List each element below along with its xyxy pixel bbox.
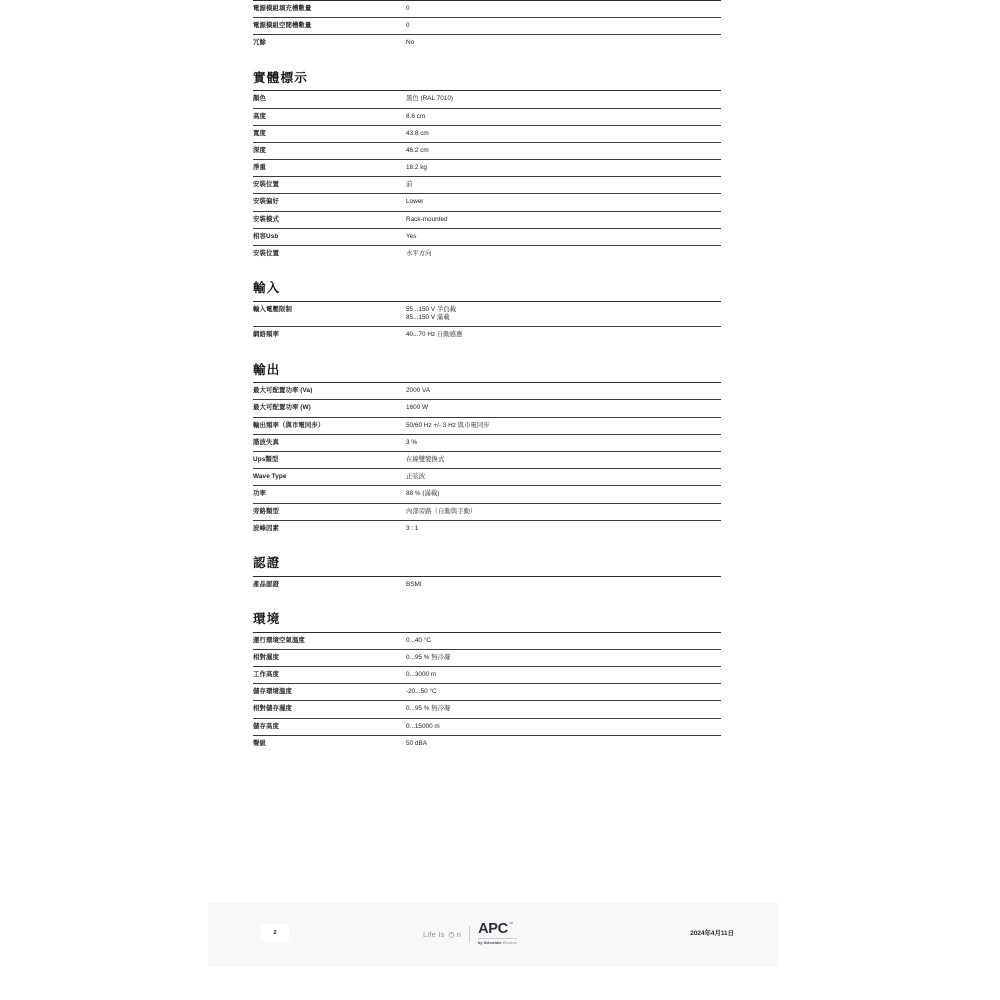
spec-row-value: [403, 177, 721, 194]
spec-value-line: 3 : 1: [406, 524, 419, 532]
apc-wordmark: [478, 922, 513, 937]
spec-row: [253, 228, 721, 245]
spec-value-line: 1600 W: [406, 404, 429, 412]
spec-row-value: [403, 246, 721, 263]
spec-row-label: 冗餘: [253, 39, 266, 47]
spec-row: [253, 735, 721, 752]
spec-row-value: [403, 718, 721, 735]
spec-row-label: 安裝位置: [253, 250, 279, 257]
spec-row: [253, 469, 721, 486]
spec-row-label: 輸入電壓限制: [253, 305, 292, 313]
spec-row-label: 最大可配置功率 (W): [253, 404, 311, 412]
spec-row-value: [403, 228, 721, 245]
spec-row-value: [403, 400, 721, 417]
spec-row-label: 淨重: [253, 164, 266, 172]
spec-value-line: 88 % (滿載): [406, 490, 440, 498]
spec-row: [253, 194, 721, 211]
spec-row-label: Ups類型: [253, 456, 279, 463]
spec-row-label: Wave Type: [253, 473, 287, 481]
page-footer: [208, 903, 778, 967]
spec-row: [253, 35, 721, 52]
spec-row: [253, 246, 721, 263]
section-title: 環境: [253, 611, 281, 626]
spec-row-value: [403, 469, 721, 486]
spec-value-line: Yes: [406, 232, 417, 240]
section-title: 輸入: [253, 281, 281, 296]
spec-row-label: 顏色: [253, 95, 266, 103]
spec-table-continued: [253, 0, 721, 52]
spec-row-label: 儲存環境溫度: [253, 688, 292, 696]
spec-table-body: [253, 91, 721, 262]
footer-date: 2024年4月11日: [690, 930, 734, 937]
spec-value-line: 0...95 % 無冷凝: [406, 705, 451, 713]
spec-row-value: [403, 576, 721, 593]
spec-value-line: 50/60 Hz +/- 3 Hz 與市電同步: [406, 421, 490, 429]
spec-table-body: [253, 632, 721, 752]
spec-value-line: Rack-mounted: [406, 215, 448, 223]
spec-row-value: [403, 503, 721, 520]
page-number-box: [261, 924, 289, 942]
spec-row: [253, 383, 721, 400]
spec-row-value: [403, 632, 721, 649]
spec-row-value: [403, 35, 721, 52]
spec-table-body: [253, 576, 721, 593]
spec-row: [253, 125, 721, 142]
spec-row-label: 電源模組空閒槽數量: [253, 22, 312, 30]
life-is-on-tagline: [423, 930, 461, 939]
spec-row-value: [403, 1, 721, 18]
spec-value-line: 在線雙變換式: [406, 456, 445, 463]
spec-row-value: [403, 452, 721, 469]
spec-section-output: [253, 364, 721, 537]
spec-value-line: 0: [406, 22, 410, 30]
spec-row: [253, 486, 721, 503]
spec-row-label: 產品認證: [253, 580, 279, 588]
spec-value-line: No: [406, 39, 415, 47]
spec-row: [253, 108, 721, 125]
spec-row-label: 網絡頻率: [253, 331, 279, 339]
section-title: 輸出: [253, 362, 281, 377]
section-title: 認證: [253, 555, 281, 570]
spec-value-line: 水平方向: [406, 250, 432, 257]
spec-row: [253, 18, 721, 35]
spec-value-line: 內部旁路（自動與手動）: [406, 507, 477, 515]
spec-row-label: 深度: [253, 146, 266, 154]
apc-subline-strong: by Schneider: [478, 940, 502, 945]
spec-row: [253, 576, 721, 593]
tagline-text-part-2: n: [456, 929, 462, 939]
spec-row: [253, 301, 721, 326]
apc-subline-faint: Electric: [503, 940, 517, 945]
spec-value-line: 40...70 Hz 自動感應: [406, 331, 463, 339]
spec-value-line: 黑色 (RAL 7010): [406, 95, 453, 103]
spec-row-label: 運行環境空氣溫度: [253, 636, 305, 644]
spec-row: [253, 177, 721, 194]
spec-sheet-content: [253, 0, 721, 752]
spec-row: [253, 434, 721, 451]
spec-table-body: [253, 301, 721, 343]
spec-row-label: 諧波失真: [253, 438, 279, 446]
spec-value-line: 0...15000 m: [406, 722, 440, 730]
spec-value-line: 85...150 V 滿載: [406, 314, 450, 322]
spec-table-input: [253, 301, 721, 344]
spec-sections: [253, 72, 721, 752]
spec-section-input: [253, 282, 721, 343]
spec-table-body: [253, 383, 721, 537]
spec-row-label: 相對儲存濕度: [253, 705, 292, 713]
spec-row: [253, 211, 721, 228]
spec-table-output: [253, 382, 721, 537]
spec-row-value: [403, 434, 721, 451]
brand-lockup: [423, 921, 517, 945]
spec-row-value: [403, 211, 721, 228]
spec-row-value: [403, 301, 721, 326]
spec-row: [253, 718, 721, 735]
spec-value-line: 0...95 % 無冷凝: [406, 653, 451, 661]
spec-row-label: 安裝偏好: [253, 198, 279, 206]
spec-row: [253, 667, 721, 684]
spec-row-label: 輸出頻率（與市電同步）: [253, 421, 325, 429]
spec-value-line: 前: [406, 181, 413, 189]
spec-row-value: [403, 649, 721, 666]
spec-value-line: 18.2 kg: [406, 164, 427, 172]
spec-row-value: [403, 667, 721, 684]
spec-row-label: 相對濕度: [253, 653, 279, 661]
spec-row-value: [403, 701, 721, 718]
spec-row-label: 儲存高度: [253, 722, 279, 730]
spec-row-value: [403, 327, 721, 344]
apc-trademark-icon: ™: [508, 921, 513, 927]
spec-row-label: 安裝位置: [253, 181, 279, 189]
spec-table-environment: [253, 632, 721, 752]
spec-value-line: 46.2 cm: [406, 146, 429, 154]
spec-value-line: 55...150 V 半負載: [406, 305, 457, 313]
spec-row-value: [403, 735, 721, 752]
spec-row-value: [403, 108, 721, 125]
spec-row-label: 旁路類型: [253, 507, 279, 515]
tagline-text-part-1: Life Is: [423, 929, 445, 939]
spec-section-physical: [253, 72, 721, 263]
spec-value-line: -20...50 °C: [406, 688, 437, 696]
spec-row-label: 工作高度: [253, 671, 279, 678]
spec-row: [253, 142, 721, 159]
spec-row-label: 電源模組填充槽數量: [253, 5, 312, 12]
spec-row-label: 波峰因素: [253, 524, 279, 532]
spec-table-physical: [253, 90, 721, 262]
spec-value-line: Lower: [406, 198, 424, 206]
spec-row-label: 最大可配置功率 (Va): [253, 387, 313, 395]
spec-value-line: 8.6 cm: [406, 112, 426, 120]
spec-row-value: [403, 520, 721, 537]
spec-row: [253, 520, 721, 537]
spec-row: [253, 503, 721, 520]
spec-row-value: [403, 684, 721, 701]
spec-row-label: 高度: [253, 112, 266, 120]
spec-row-label: 安裝模式: [253, 215, 279, 223]
spec-row: [253, 649, 721, 666]
page-number: 2: [273, 930, 277, 936]
spec-row-label: 相容Usb: [253, 232, 279, 240]
spec-row-label: 寬度: [253, 129, 266, 137]
apc-logo: [478, 922, 517, 945]
spec-row-value: [403, 91, 721, 108]
spec-row-value: [403, 486, 721, 503]
spec-row-label: 功率: [253, 490, 266, 498]
continued-rows-body: [253, 1, 721, 52]
spec-row-value: [403, 125, 721, 142]
spec-row-value: [403, 142, 721, 159]
spec-value-line: 0...3000 m: [406, 671, 437, 678]
spec-row: [253, 91, 721, 108]
spec-value-line: 43.8 cm: [406, 129, 429, 137]
spec-row-value: [403, 160, 721, 177]
spec-value-line: 2000 VA: [406, 387, 431, 395]
spec-value-line: 0: [406, 5, 410, 12]
apc-underline: [478, 938, 517, 939]
spec-value-line: 0...40 °C: [406, 636, 431, 644]
spec-row: [253, 327, 721, 344]
spec-row-value: [403, 383, 721, 400]
brand-divider: [469, 926, 470, 943]
spec-row: [253, 632, 721, 649]
spec-row-label: 聲級: [253, 739, 266, 747]
spec-row-value: [403, 194, 721, 211]
spec-value-line: 3 %: [406, 438, 418, 446]
spec-value-line: 正弦波: [406, 473, 426, 481]
spec-row-value: [403, 417, 721, 434]
spec-row: [253, 452, 721, 469]
spec-value-line: BSMI: [406, 580, 422, 588]
spec-table-certification: [253, 576, 721, 593]
apc-subline: [478, 942, 517, 946]
spec-section-certification: [253, 557, 721, 593]
section-title: 實體標示: [253, 70, 309, 85]
spec-row: [253, 400, 721, 417]
apc-brand-text: APC: [478, 921, 508, 938]
spec-value-line: 50 dBA: [406, 739, 427, 747]
power-icon: [448, 931, 455, 938]
spec-row: [253, 701, 721, 718]
spec-row: [253, 160, 721, 177]
spec-row: [253, 1, 721, 18]
spec-row: [253, 417, 721, 434]
footer-inner: [208, 903, 778, 967]
spec-section-environment: [253, 613, 721, 752]
spec-row: [253, 684, 721, 701]
spec-row-value: [403, 18, 721, 35]
